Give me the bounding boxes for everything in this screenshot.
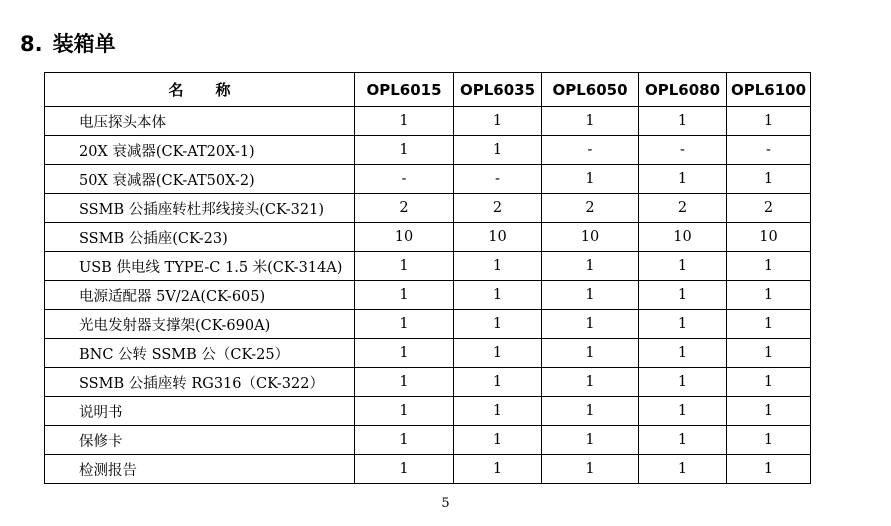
column-header-name-char-1: 名 bbox=[168, 81, 184, 99]
item-name-cell: 20X 衰减器(CK-AT20X-1) bbox=[45, 136, 355, 165]
item-name-cell: 光电发射器支撑架(CK-690A) bbox=[45, 310, 355, 339]
section-title: 装箱单 bbox=[52, 32, 116, 56]
section-heading bbox=[20, 30, 116, 58]
table-row bbox=[45, 368, 811, 397]
table-row bbox=[45, 426, 811, 455]
quantity-cell: 1 bbox=[639, 165, 727, 194]
quantity-cell: 1 bbox=[542, 165, 639, 194]
column-header-model: OPL6015 bbox=[355, 73, 454, 107]
quantity-cell: 1 bbox=[542, 281, 639, 310]
quantity-cell: 1 bbox=[542, 426, 639, 455]
quantity-cell: 1 bbox=[355, 339, 454, 368]
section-number: 8. bbox=[20, 32, 43, 56]
column-header-name bbox=[45, 73, 355, 107]
quantity-cell: 1 bbox=[454, 397, 542, 426]
quantity-cell: 1 bbox=[454, 455, 542, 484]
quantity-cell: 2 bbox=[542, 194, 639, 223]
table-row bbox=[45, 397, 811, 426]
quantity-cell: 1 bbox=[639, 397, 727, 426]
item-name-cell: 50X 衰减器(CK-AT50X-2) bbox=[45, 165, 355, 194]
quantity-cell: 1 bbox=[542, 252, 639, 281]
table-row bbox=[45, 339, 811, 368]
item-name-cell: SSMB 公插座(CK-23) bbox=[45, 223, 355, 252]
item-name-cell: USB 供电线 TYPE-C 1.5 米(CK-314A) bbox=[45, 252, 355, 281]
quantity-cell: 1 bbox=[355, 136, 454, 165]
quantity-cell: 2 bbox=[454, 194, 542, 223]
quantity-cell: 1 bbox=[542, 310, 639, 339]
table-row bbox=[45, 223, 811, 252]
quantity-cell: 1 bbox=[727, 339, 811, 368]
quantity-cell: 1 bbox=[355, 107, 454, 136]
quantity-cell: 1 bbox=[355, 397, 454, 426]
quantity-cell: 1 bbox=[355, 455, 454, 484]
page-number: 5 bbox=[441, 496, 450, 511]
quantity-cell: 1 bbox=[454, 136, 542, 165]
quantity-cell: 1 bbox=[727, 397, 811, 426]
item-name-cell: 电压探头本体 bbox=[45, 107, 355, 136]
column-header-model: OPL6100 bbox=[727, 73, 811, 107]
quantity-cell: 1 bbox=[727, 165, 811, 194]
quantity-cell: 1 bbox=[727, 252, 811, 281]
quantity-cell: - bbox=[454, 165, 542, 194]
quantity-cell: - bbox=[542, 136, 639, 165]
quantity-cell: - bbox=[355, 165, 454, 194]
item-name-cell: BNC 公转 SSMB 公（CK-25） bbox=[45, 339, 355, 368]
quantity-cell: - bbox=[639, 136, 727, 165]
column-header-model: OPL6050 bbox=[542, 73, 639, 107]
table-row bbox=[45, 281, 811, 310]
item-name-cell: 保修卡 bbox=[45, 426, 355, 455]
column-header-name-char-2: 称 bbox=[215, 81, 231, 99]
quantity-cell: 1 bbox=[542, 368, 639, 397]
quantity-cell: 1 bbox=[454, 281, 542, 310]
quantity-cell: 1 bbox=[542, 455, 639, 484]
item-name-cell: 电源适配器 5V/2A(CK-605) bbox=[45, 281, 355, 310]
table-row bbox=[45, 165, 811, 194]
item-name-cell: SSMB 公插座转杜邦线接头(CK-321) bbox=[45, 194, 355, 223]
item-name-cell: 说明书 bbox=[45, 397, 355, 426]
table-row bbox=[45, 310, 811, 339]
quantity-cell: 1 bbox=[727, 281, 811, 310]
table-row bbox=[45, 107, 811, 136]
item-name-cell: 检测报告 bbox=[45, 455, 355, 484]
quantity-cell: 1 bbox=[639, 281, 727, 310]
quantity-cell: 10 bbox=[727, 223, 811, 252]
quantity-cell: 1 bbox=[639, 107, 727, 136]
quantity-cell: 1 bbox=[639, 368, 727, 397]
quantity-cell: 2 bbox=[727, 194, 811, 223]
quantity-cell: 1 bbox=[454, 368, 542, 397]
table-row bbox=[45, 136, 811, 165]
quantity-cell: 1 bbox=[639, 339, 727, 368]
quantity-cell: 1 bbox=[542, 107, 639, 136]
quantity-cell: 2 bbox=[639, 194, 727, 223]
quantity-cell: 1 bbox=[454, 252, 542, 281]
quantity-cell: 1 bbox=[454, 107, 542, 136]
item-name-cell: SSMB 公插座转 RG316（CK-322） bbox=[45, 368, 355, 397]
quantity-cell: 1 bbox=[639, 252, 727, 281]
quantity-cell: 10 bbox=[454, 223, 542, 252]
table-body bbox=[45, 107, 811, 484]
quantity-cell: 1 bbox=[454, 339, 542, 368]
quantity-cell: 1 bbox=[454, 426, 542, 455]
quantity-cell: 1 bbox=[542, 339, 639, 368]
quantity-cell: 1 bbox=[355, 310, 454, 339]
quantity-cell: 2 bbox=[355, 194, 454, 223]
quantity-cell: 10 bbox=[542, 223, 639, 252]
table-header-row bbox=[45, 73, 811, 107]
quantity-cell: 1 bbox=[542, 397, 639, 426]
packing-list-table bbox=[44, 72, 811, 484]
quantity-cell: 1 bbox=[355, 252, 454, 281]
quantity-cell: 10 bbox=[639, 223, 727, 252]
quantity-cell: 1 bbox=[355, 281, 454, 310]
quantity-cell: 1 bbox=[639, 455, 727, 484]
quantity-cell: 1 bbox=[727, 310, 811, 339]
table-row bbox=[45, 194, 811, 223]
quantity-cell: - bbox=[727, 136, 811, 165]
quantity-cell: 1 bbox=[727, 426, 811, 455]
quantity-cell: 1 bbox=[727, 107, 811, 136]
column-header-model: OPL6080 bbox=[639, 73, 727, 107]
quantity-cell: 1 bbox=[639, 426, 727, 455]
table-row bbox=[45, 252, 811, 281]
column-header-model: OPL6035 bbox=[454, 73, 542, 107]
quantity-cell: 1 bbox=[727, 455, 811, 484]
quantity-cell: 1 bbox=[727, 368, 811, 397]
table-row bbox=[45, 455, 811, 484]
quantity-cell: 1 bbox=[355, 368, 454, 397]
quantity-cell: 10 bbox=[355, 223, 454, 252]
quantity-cell: 1 bbox=[454, 310, 542, 339]
quantity-cell: 1 bbox=[639, 310, 727, 339]
quantity-cell: 1 bbox=[355, 426, 454, 455]
